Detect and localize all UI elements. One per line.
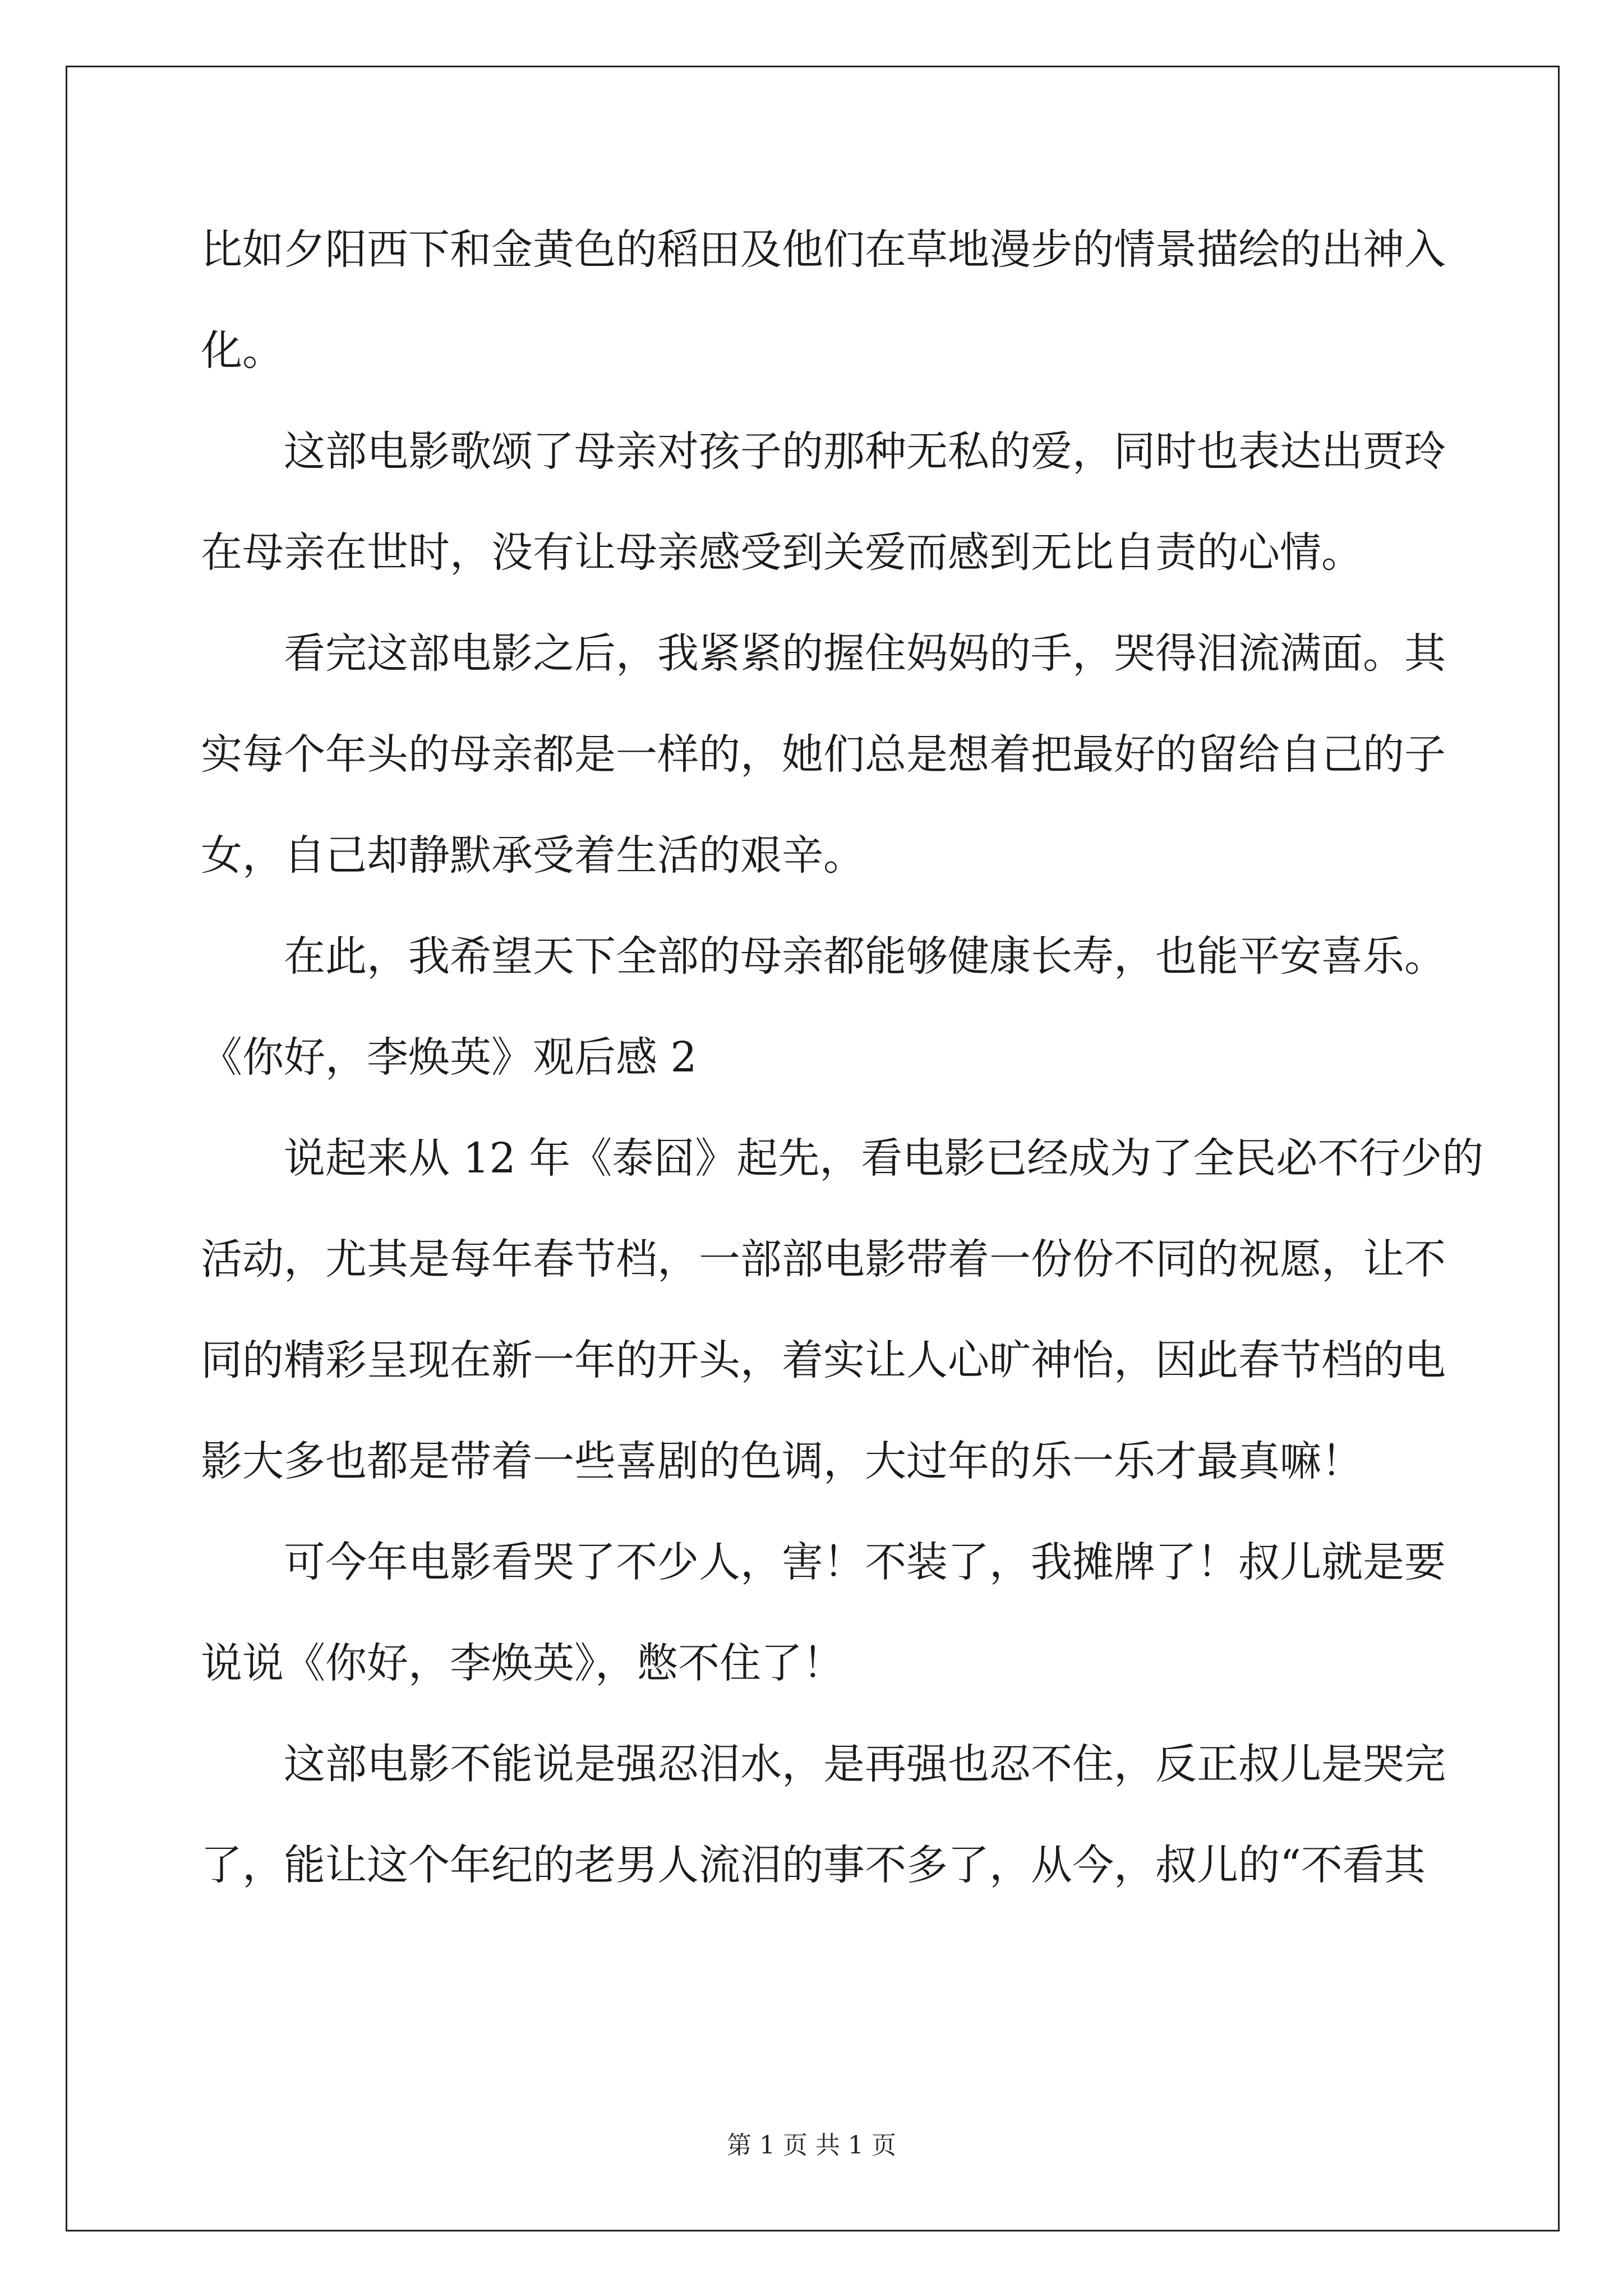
text-line: 同的精彩呈现在新一年的开头，着实让人心旷神怡，因此春节档的电: [201, 1336, 1446, 1384]
text-line: 在母亲在世时，没有让母亲感受到关爱而感到无比自责的心情。: [201, 528, 1363, 577]
document-body: [201, 213, 1484, 1930]
paragraph-start: 在此，我希望天下全部的母亲都能够健康长寿，也能平安喜乐。: [284, 932, 1446, 981]
paragraph-start: 说起来从 12 年《泰囧》起先，看电影已经成为了全民必不行少的: [284, 1134, 1484, 1182]
text-line: 比如夕阳西下和金黄色的稻田及他们在草地漫步的情景描绘的出神入: [201, 226, 1446, 274]
text-line: 活动，尤其是每年春节档，一部部电影带着一份份不同的祝愿，让不: [201, 1235, 1446, 1283]
text-line: 实每个年头的母亲都是一样的，她们总是想着把最好的留给自己的子: [201, 730, 1446, 779]
text-line: 了，能让这个年纪的老男人流泪的事不多了，从今，叔儿的“不看其: [201, 1841, 1426, 1889]
paragraph-start: 可今年电影看哭了不少人，害！不装了，我摊牌了！叔儿就是要: [284, 1538, 1446, 1586]
paragraph-start: 这部电影不能说是强忍泪水，是再强也忍不住，反正叔儿是哭完: [284, 1740, 1446, 1788]
section-title: 《你好，李焕英》观后感 2: [201, 1033, 697, 1082]
text-line: 化。: [201, 326, 284, 375]
paragraph-start: 这部电影歌颂了母亲对孩子的那种无私的爱，同时也表达出贾玲: [284, 427, 1446, 476]
paragraph-start: 看完这部电影之后，我紧紧的握住妈妈的手，哭得泪流满面。其: [284, 629, 1446, 678]
text-line: 女，自己却静默承受着生活的艰辛。: [201, 831, 865, 880]
page-number-footer: 第 1 页 共 1 页: [727, 2131, 896, 2160]
text-line: 影大多也都是带着一些喜剧的色调，大过年的乐一乐才最真嘛！: [201, 1437, 1363, 1485]
text-line: 说说《你好，李焕英》，憋不住了！: [201, 1639, 844, 1687]
